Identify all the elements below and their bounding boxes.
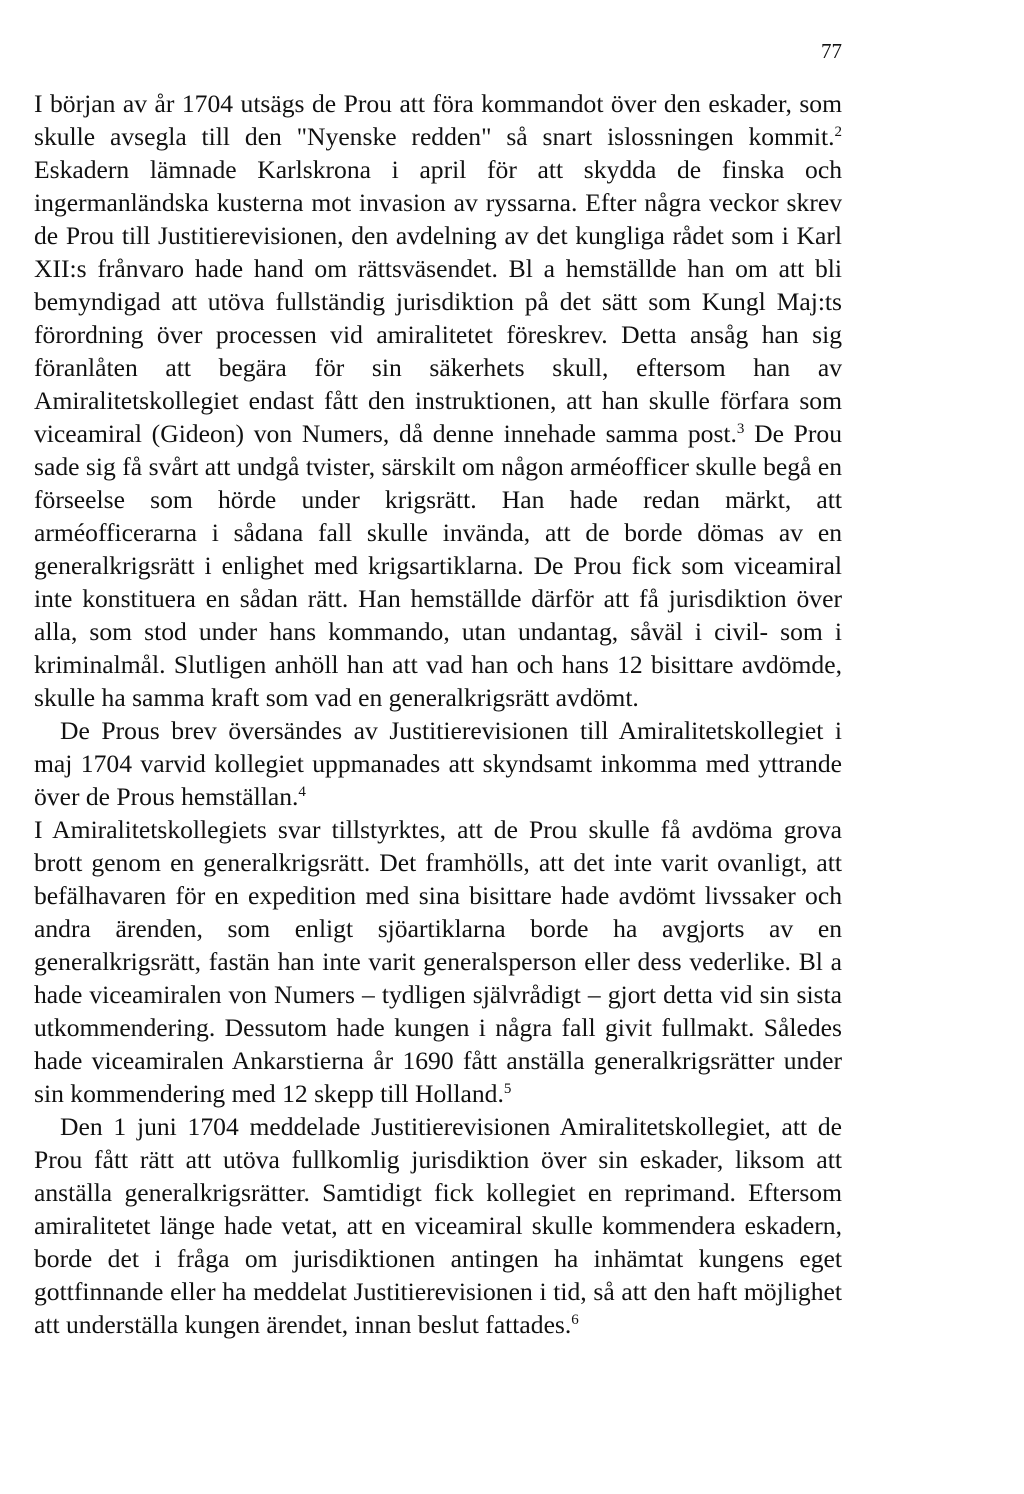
- paragraph-text: De Prous brev översändes av Justitierevisionen till Amiralitetskollegiet i maj 1704 varvid kollegiet uppmanades att skyndsamt inkomma med yttrande över de Prous hemställan.: [34, 716, 842, 811]
- page-number: 77: [821, 39, 842, 63]
- footnote-ref: 2: [834, 124, 842, 140]
- paragraph: [34, 87, 842, 714]
- paragraph: [34, 813, 842, 1110]
- paragraph-text: De Prou sade sig få svårt att undgå tvister, särskilt om någon arméofficer skulle begå en förseelse som hörde under krigsrätt. Han hade redan märkt, att arméofficerarna i sådana fall skulle invända, att de borde dömas av en generalkrigsrätt i enlighet med krigsartiklarna. De Prou fick som viceamiral inte konstituera en sådan rätt. Han hemställde därför att få jurisdiktion över alla, som stod under hans kommando, utan undantag, såväl i civil- som i kriminalmål. Slutligen anhöll han att vad han och hans 12 bisittare avdömde, skulle ha samma kraft som vad en generalkrigsrätt avdömt.: [34, 419, 842, 712]
- footnote-ref: 6: [571, 1312, 579, 1328]
- footnote-ref: 4: [298, 784, 306, 800]
- footnote-ref: 5: [503, 1081, 512, 1097]
- paragraph-text: I Amiralitetskollegiets svar tillstyrktes, att de Prou skulle få avdöma grova brott genom en generalkrigsrätt. Det framhölls, att det inte varit ovanligt, att befälhavaren för en expedition med sina bisittare hade avdömt livssaker och andra ärenden, som enligt sjöartiklarna borde ha avgjorts av en generalkrigsrätt, fastän han inte varit generalsperson eller dess vederlike. Bl a hade viceamiralen von Numers – tydligen självrådigt – gjort detta vid sin sista utkommendering. Dessutom hade kungen i några fall givit fullmakt. Således hade viceamiralen Ankarstierna år 1690 fått anställa generalkrigsrätter under sin kommendering med 12 skepp till Holland.: [34, 815, 842, 1108]
- paragraph: [34, 1110, 842, 1341]
- paragraph: [34, 714, 842, 813]
- body-text: [34, 87, 842, 1341]
- paragraph-text: Den 1 juni 1704 meddelade Justitierevisionen Amiralitetskollegiet, att de Prou fått rätt att utöva fullkomlig jurisdiktion över sin eskader, liksom att anställa generalkrigsrätter. Samtidigt fick kollegiet en reprimand. Eftersom amiralitetet länge hade vetat, att en viceamiral skulle kommendera eskadern, borde det i fråga om jurisdiktionen antingen ha inhämtat kungens eget gottfinnande eller ha meddelat Justitierevisionen i tid, så att den haft möjlighet att underställa kungen ärendet, innan beslut fattades.: [34, 1112, 842, 1339]
- paragraph-text: I början av år 1704 utsägs de Prou att föra kommandot över den eskader, som skulle avsegla till den "Nyenske redden" så snart islossningen kommit.: [34, 89, 842, 151]
- footnote-ref: 3: [736, 421, 745, 437]
- paragraph-text: Eskadern lämnade Karlskrona i april för att skydda de finska och ingermanländska kusterna mot invasion av ryssarna. Efter några veckor skrev de Prou till Justitierevisionen, den avdelning av det kungliga rådet som i Karl XII:s frånvaro hade hand om rättsväsendet. Bl a hemställde han om att bli bemyndigad att utöva fullständig jurisdiktion på det sätt som Kungl Maj:ts förordning över processen vid amiralitetet föreskrev. Detta ansåg han sig föranlåten att begära för sin säkerhets skull, eftersom han av Amiralitetskollegiet endast fått den instruktionen, att han skulle förfara som viceamiral (Gideon) von Numers, då denne innehade samma post.: [34, 155, 842, 448]
